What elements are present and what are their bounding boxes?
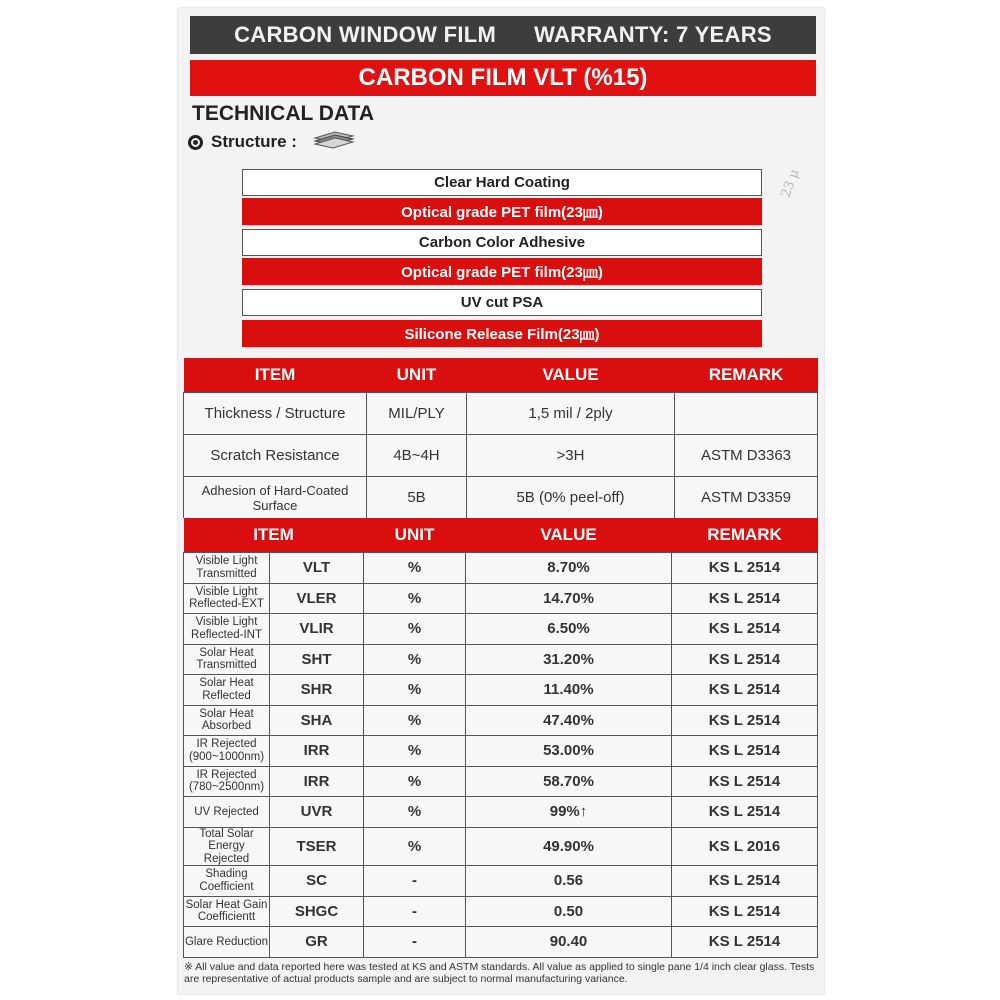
remark-cell: KS L 2514: [672, 553, 818, 584]
value-cell: 14.70%: [466, 583, 672, 614]
unit-cell: %: [364, 614, 466, 645]
item-cell: Solar Heat Transmitted: [184, 644, 270, 675]
unit-cell: %: [364, 827, 466, 866]
table-row: [184, 675, 818, 706]
table-row: [184, 827, 818, 866]
column-header: UNIT: [364, 518, 466, 553]
unit-cell: %: [364, 675, 466, 706]
unit-cell: -: [364, 927, 466, 958]
item-cell: Thickness / Structure: [184, 393, 367, 435]
unit-cell: %: [364, 766, 466, 797]
item-cell: IR Rejected (900~1000nm): [184, 736, 270, 767]
column-header: REMARK: [672, 518, 818, 553]
remark-cell: KS L 2514: [672, 675, 818, 706]
code-cell: VLIR: [270, 614, 364, 645]
table-row: [184, 896, 818, 927]
table-row: [184, 866, 818, 897]
warranty-label: WARRANTY: 7 YEARS: [534, 22, 772, 47]
table-row: [184, 644, 818, 675]
value-cell: 0.56: [466, 866, 672, 897]
unit-cell: %: [364, 736, 466, 767]
item-cell: Solar Heat Reflected: [184, 675, 270, 706]
item-cell: Solar Heat Absorbed: [184, 705, 270, 736]
footnote: ※ All value and data reported here was tested at KS and ASTM standards. All value as applied to single pane 1/4 inch clear glass. Tests are representative of actual products sample and are subject to normal manufacturing variance.: [184, 961, 815, 985]
column-header: VALUE: [467, 358, 675, 393]
table-row: [184, 705, 818, 736]
layer-pet-film: Optical grade PET film(23㎛): [242, 198, 762, 225]
table-row: [184, 766, 818, 797]
remark-cell: ASTM D3363: [675, 435, 818, 477]
item-cell: Total Solar Energy Rejected: [184, 827, 270, 866]
value-cell: 47.40%: [466, 705, 672, 736]
unit-cell: -: [364, 896, 466, 927]
item-cell: UV Rejected: [184, 797, 270, 828]
product-category: CARBON WINDOW FILM: [234, 22, 497, 47]
product-title: CARBON FILM VLT (%15): [358, 64, 648, 91]
remark-cell: KS L 2514: [672, 896, 818, 927]
target-bullet-icon: [188, 135, 203, 150]
code-cell: SC: [270, 866, 364, 897]
layer-release-film: Silicone Release Film(23㎛): [242, 320, 762, 347]
remark-cell: KS L 2016: [672, 827, 818, 866]
unit-cell: -: [364, 866, 466, 897]
table-row: [184, 477, 818, 519]
optical-properties-table: [183, 518, 818, 958]
column-header: REMARK: [675, 358, 818, 393]
unit-cell: %: [364, 797, 466, 828]
table-row: [184, 435, 818, 477]
column-header: VALUE: [466, 518, 672, 553]
column-header: ITEM: [184, 358, 367, 393]
item-cell: IR Rejected (780~2500nm): [184, 766, 270, 797]
code-cell: SHA: [270, 705, 364, 736]
physical-properties-table: [183, 358, 818, 519]
code-cell: TSER: [270, 827, 364, 866]
code-cell: SHR: [270, 675, 364, 706]
code-cell: SHT: [270, 644, 364, 675]
layer-pet-film: Optical grade PET film(23㎛): [242, 258, 762, 285]
column-header: ITEM: [184, 518, 364, 553]
item-cell: Scratch Resistance: [184, 435, 367, 477]
code-cell: GR: [270, 927, 364, 958]
value-cell: 49.90%: [466, 827, 672, 866]
layer-hard-coating: Clear Hard Coating: [242, 169, 762, 196]
code-cell: IRR: [270, 766, 364, 797]
unit-cell: %: [364, 644, 466, 675]
value-cell: 58.70%: [466, 766, 672, 797]
value-cell: 99%↑: [466, 797, 672, 828]
remark-cell: KS L 2514: [672, 705, 818, 736]
table-row: [184, 736, 818, 767]
header-bar: [190, 16, 816, 54]
unit-cell: %: [364, 705, 466, 736]
remark-cell: KS L 2514: [672, 644, 818, 675]
layer-uv-cut-psa: UV cut PSA: [242, 289, 762, 316]
remark-cell: [675, 393, 818, 435]
remark-cell: ASTM D3359: [675, 477, 818, 519]
remark-cell: KS L 2514: [672, 766, 818, 797]
item-cell: Solar Heat Gain Coefficientt: [184, 896, 270, 927]
film-layers-icon: [311, 130, 357, 155]
structure-label: Structure :: [211, 132, 297, 151]
item-cell: Visible Light Transmitted: [184, 553, 270, 584]
code-cell: IRR: [270, 736, 364, 767]
value-cell: >3H: [467, 435, 675, 477]
value-cell: 6.50%: [466, 614, 672, 645]
layer-carbon-adhesive: Carbon Color Adhesive: [242, 229, 762, 256]
remark-cell: KS L 2514: [672, 614, 818, 645]
table-row: [184, 553, 818, 584]
unit-cell: %: [364, 583, 466, 614]
remark-cell: KS L 2514: [672, 583, 818, 614]
column-header: UNIT: [367, 358, 467, 393]
item-cell: Visible Light Reflected-EXT: [184, 583, 270, 614]
table-row: [184, 583, 818, 614]
structure-row: [188, 130, 357, 154]
value-cell: 0.50: [466, 896, 672, 927]
value-cell: 11.40%: [466, 675, 672, 706]
unit-cell: 4B~4H: [367, 435, 467, 477]
item-cell: Shading Coefficient: [184, 866, 270, 897]
value-cell: 5B (0% peel-off): [467, 477, 675, 519]
table-row: [184, 393, 818, 435]
unit-cell: %: [364, 553, 466, 584]
table-header-row: [184, 358, 818, 393]
section-title: TECHNICAL DATA: [192, 102, 374, 125]
remark-cell: KS L 2514: [672, 927, 818, 958]
remark-cell: KS L 2514: [672, 866, 818, 897]
product-title-bar: [190, 60, 816, 96]
table-row: [184, 614, 818, 645]
code-cell: SHGC: [270, 896, 364, 927]
code-cell: VLER: [270, 583, 364, 614]
code-cell: VLT: [270, 553, 364, 584]
table-header-row: [184, 518, 818, 553]
unit-cell: MIL/PLY: [367, 393, 467, 435]
value-cell: 90.40: [466, 927, 672, 958]
unit-cell: 5B: [367, 477, 467, 519]
value-cell: 53.00%: [466, 736, 672, 767]
item-cell: Adhesion of Hard-Coated Surface: [184, 477, 367, 519]
item-cell: Visible Light Reflected-INT: [184, 614, 270, 645]
value-cell: 8.70%: [466, 553, 672, 584]
value-cell: 31.20%: [466, 644, 672, 675]
remark-cell: KS L 2514: [672, 736, 818, 767]
remark-cell: KS L 2514: [672, 797, 818, 828]
item-cell: Glare Reduction: [184, 927, 270, 958]
table-row: [184, 797, 818, 828]
handwritten-note: 23 μ: [778, 167, 803, 200]
code-cell: UVR: [270, 797, 364, 828]
table-row: [184, 927, 818, 958]
value-cell: 1,5 mil / 2ply: [467, 393, 675, 435]
